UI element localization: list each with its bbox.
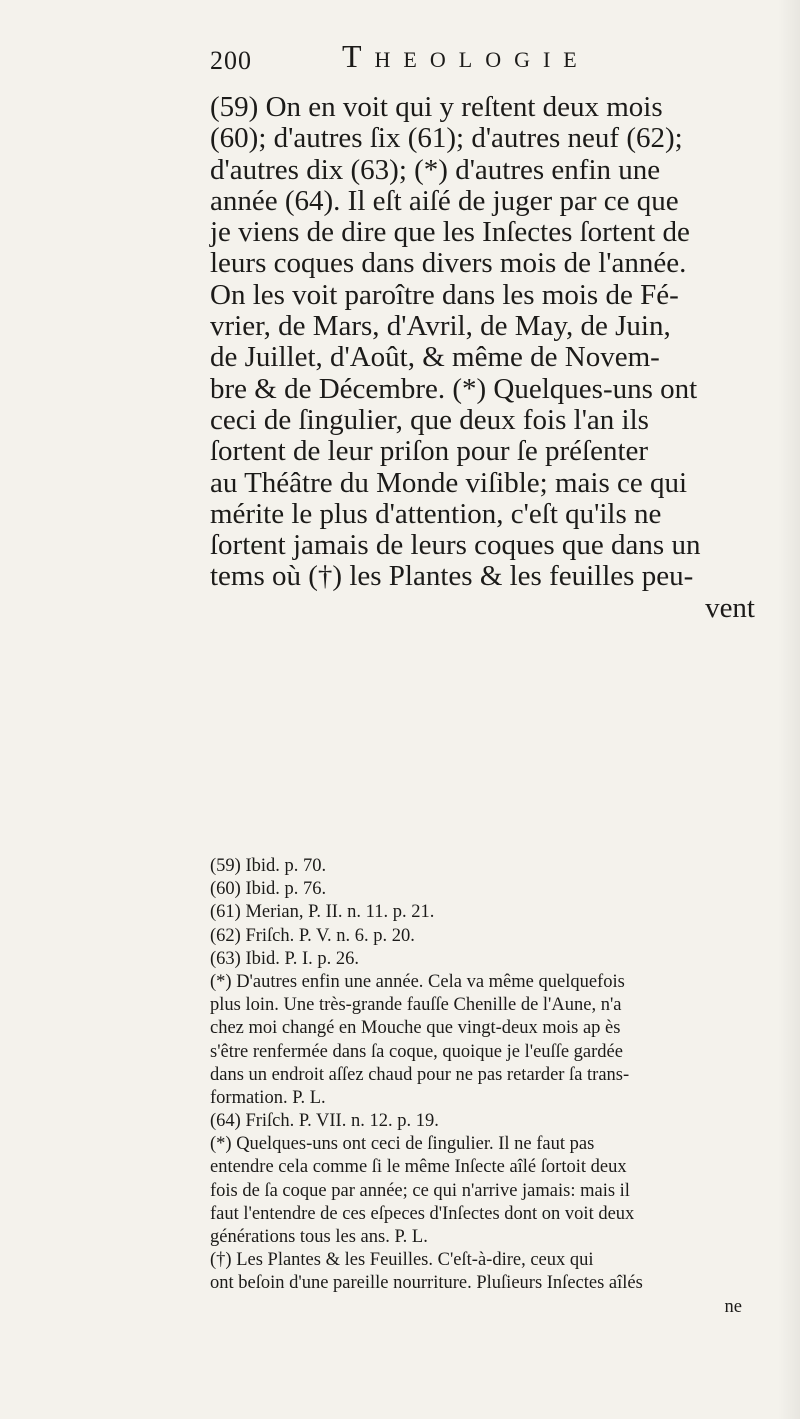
page-number: 200 [210, 46, 252, 75]
page-header [210, 38, 770, 86]
footnote-line: (59) Ibid. p. 70. [210, 856, 327, 876]
text-line: au Théâtre du Monde viſible; mais ce qui [210, 466, 688, 499]
footnote-line: (62) Friſch. P. V. n. 6. p. 20. [210, 925, 415, 946]
text-line: d'autres dix (63); (*) d'autres enfin une [210, 153, 661, 186]
text-line: leurs coques dans divers mois de l'année. [210, 247, 687, 280]
footnote-line: s'être renfermée dans ſa coque, quoique je l'euſſe gardée [210, 1041, 623, 1062]
text-line: (59) On en voit qui y reſtent deux mois [210, 91, 663, 123]
catchword: vent [705, 591, 755, 624]
footnote-line: (63) Ibid. P. I. p. 26. [210, 948, 360, 969]
text-line: ſortent jamais de leurs coques que dans un [210, 529, 701, 562]
text-line: (60); d'autres ſix (61); d'autres neuf (62); [210, 122, 683, 155]
footnote-line: plus loin. Une très-grande fauſſe Chenille de l'Aune, n'a [210, 995, 622, 1016]
footnote-catchword: ne [724, 1296, 742, 1317]
footnote-line: fois de ſa coque par année; ce qui n'arrive jamais: mais il [210, 1180, 630, 1201]
footnote-line: chez moi changé en Mouche que vingt-deux mois ap ès [210, 1018, 621, 1039]
text-line: bre & de Décembre. (*) Quelques-uns ont [210, 372, 698, 405]
footnotes [210, 855, 780, 1319]
text-line: tems où (†) les Plantes & les feuilles peu- [210, 560, 694, 593]
footnote-line: formation. P. L. [210, 1087, 326, 1108]
text-line: mérite le plus d'attention, c'eſt qu'ils ne [210, 497, 662, 530]
footnote-line: dans un endroit aſſez chaud pour ne pas retarder ſa trans- [210, 1064, 630, 1085]
footnote-line: (61) Merian, P. II. n. 11. p. 21. [210, 902, 435, 923]
text-line: ſortent de leur priſon pour ſe préſenter [210, 435, 649, 468]
footnote-line: (*) D'autres enfin une année. Cela va même quelquefois [210, 971, 625, 992]
text-line: je viens de dire que les Inſectes ſortent de [210, 216, 690, 249]
text-line: année (64). Il eſt aiſé de juger par ce que [210, 184, 679, 217]
footnote-line: (60) Ibid. p. 76. [210, 879, 327, 900]
page-edge-shadow [778, 0, 800, 1419]
main-text [210, 92, 775, 624]
running-title: Theologie [342, 38, 590, 74]
text-line: ceci de ſingulier, que deux fois l'an ils [210, 403, 649, 436]
text-line: vrier, de Mars, d'Avril, de May, de Juin, [210, 310, 671, 343]
text-line: On les voit paroître dans les mois de Fé- [210, 278, 679, 311]
footnote-line: générations tous les ans. P. L. [210, 1227, 428, 1247]
footnote-line: (†) Les Plantes & les Feuilles. C'eſt-à-dire, ceux qui [210, 1250, 594, 1271]
footnote-line: (64) Friſch. P. VII. n. 12. p. 19. [210, 1111, 439, 1132]
footnote-line: faut l'entendre de ces eſpeces d'Inſectes dont on voit deux [210, 1203, 635, 1224]
text-line: de Juillet, d'Août, & même de Novem- [210, 341, 660, 374]
footnote-line: ont beſoin d'une pareille nourriture. Pluſieurs Inſectes aîlés [210, 1273, 643, 1294]
footnote-line: entendre cela comme ſi le même Inſecte aîlé ſortoit deux [210, 1157, 627, 1178]
footnote-line: (*) Quelques-uns ont ceci de ſingulier. Il ne faut pas [210, 1134, 595, 1155]
